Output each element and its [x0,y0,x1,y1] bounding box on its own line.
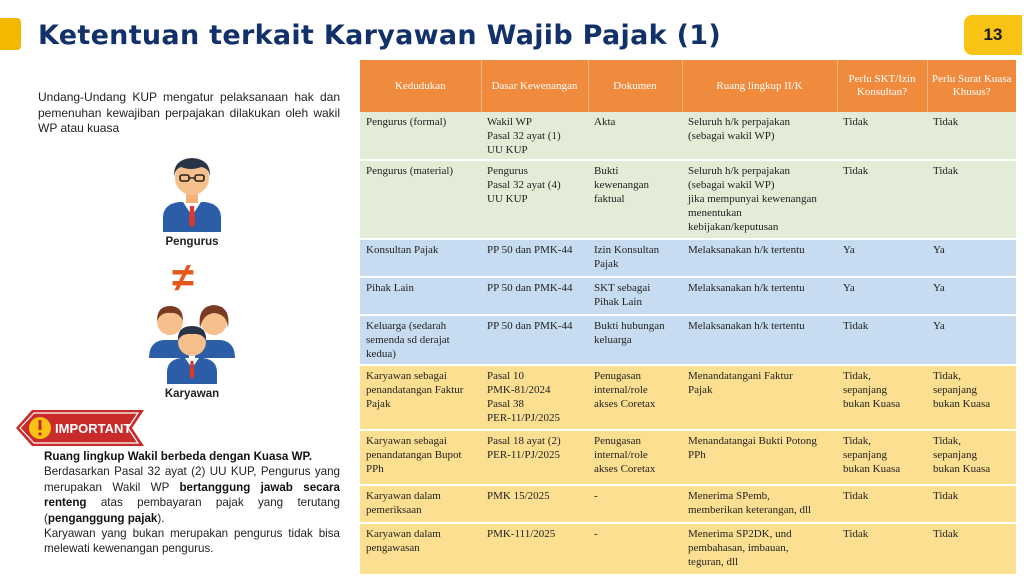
table-cell-ruang: Melaksanakan h/k tertentu [682,315,837,365]
important-badge [14,408,146,448]
table-cell-ruang: Seluruh h/k perpajakan (sebagai wakil WP) jika mempunyai kewenangan menentukan kebijakan/keputusan [682,160,837,239]
table-cell-kedudukan: Karyawan dalam pemeriksaan [360,485,481,523]
table-cell-skt: Tidak [837,160,927,239]
table-cell-kuasa: Tidak [927,112,1016,160]
table-cell-skt: Tidak [837,315,927,365]
intro-text: Undang-Undang KUP mengatur pelaksanaan hak dan pemenuhan kewajiban perpajakan dilakukan oleh wakil WP atau kuasa [38,90,340,135]
table-cell-dokumen: Penugasan internal/role akses Coretax [588,430,682,485]
table-header-row [360,60,1016,112]
page-number-badge: 13 [964,15,1022,55]
table-cell-kedudukan: Pihak Lain [360,277,481,315]
table-cell-dokumen: Penugasan internal/role akses Coretax [588,365,682,430]
table-row [360,430,1016,485]
pengurus-figure [150,150,234,248]
table-cell-dokumen: Bukti kewenangan faktual [588,160,682,239]
table-cell-kedudukan: Karyawan sebagai penandatangan Bupot PPh [360,430,481,485]
table-cell-dasar: PMK 15/2025 [481,485,588,523]
important-label: IMPORTANT [55,421,132,436]
table-row [360,485,1016,523]
table-cell-kuasa: Ya [927,315,1016,365]
column-header: Dasar Kewenangan [481,60,588,112]
table-row [360,277,1016,315]
table-cell-skt: Ya [837,277,927,315]
table-cell-dasar: Pasal 10 PMK-81/2024 Pasal 38 PER-11/PJ/2025 [481,365,588,430]
notes-heading: Ruang lingkup Wakil berbeda dengan Kuasa WP. [44,450,312,463]
column-header: Ruang lingkup II/K [682,60,837,112]
table-cell-ruang: Menandatangai Bukti Potong PPh [682,430,837,485]
karyawan-figure [146,298,238,400]
table-cell-dasar: PMK-111/2025 [481,523,588,575]
table-cell-dokumen: - [588,523,682,575]
table-cell-kuasa: Ya [927,277,1016,315]
table-row [360,315,1016,365]
table-cell-kedudukan: Konsultan Pajak [360,239,481,277]
column-header: Perlu Surat Kuasa Khusus? [927,60,1016,112]
table-cell-dokumen: SKT sebagai Pihak Lain [588,277,682,315]
notes-paragraph-karyawan: Karyawan yang bukan merupakan pengurus tidak bisa melewati kewenangan pengurus. [44,527,340,556]
table-cell-kuasa: Tidak [927,485,1016,523]
table-cell-skt: Ya [837,239,927,277]
left-accent-bar [0,18,21,50]
table-cell-skt: Tidak, sepanjang bukan Kuasa [837,365,927,430]
pengurus-label: Pengurus [165,236,219,248]
table-cell-kuasa: Tidak, sepanjang bukan Kuasa [927,365,1016,430]
ketentuan-table [360,60,1016,568]
group-of-people-icon [147,298,237,384]
table-cell-skt: Tidak [837,485,927,523]
table-cell-dokumen: Izin Konsultan Pajak [588,239,682,277]
table-row [360,523,1016,575]
table-cell-dasar: PP 50 dan PMK-44 [481,239,588,277]
column-header: Kedudukan [360,60,481,112]
table-cell-kuasa: Tidak, sepanjang bukan Kuasa [927,430,1016,485]
important-notes [44,449,340,557]
table-cell-dasar: Pengurus Pasal 32 ayat (4) UU KUP [481,160,588,239]
table-cell-kuasa: Tidak [927,523,1016,575]
table-row [360,160,1016,239]
table-cell-dasar: Wakil WP Pasal 32 ayat (1) UU KUP [481,112,588,160]
table-cell-kedudukan: Pengurus (material) [360,160,481,239]
slide-title: Ketentuan terkait Karyawan Wajib Pajak (1) [38,20,721,51]
table-cell-kedudukan: Karyawan sebagai penandatangan Faktur Pajak [360,365,481,430]
table-cell-dokumen: Akta [588,112,682,160]
column-header: Perlu SKT/Izin Konsultan? [837,60,927,112]
table-cell-skt: Tidak, sepanjang bukan Kuasa [837,430,927,485]
karyawan-label: Karyawan [164,388,220,400]
table-row [360,365,1016,430]
table-cell-ruang: Melaksanakan h/k tertentu [682,277,837,315]
table-cell-dokumen: Bukti hubungan keluarga [588,315,682,365]
table-cell-dasar: Pasal 18 ayat (2) PER-11/PJ/2025 [481,430,588,485]
not-equal-symbol: ≠ [172,256,194,300]
table-cell-ruang: Menerima SPemb, memberikan keterangan, dll [682,485,837,523]
businessman-icon [157,150,227,232]
table-cell-kuasa: Ya [927,239,1016,277]
table-cell-kedudukan: Karyawan dalam pengawasan [360,523,481,575]
table-cell-ruang: Melaksanakan h/k tertentu [682,239,837,277]
table-cell-ruang: Seluruh h/k perpajakan (sebagai wakil WP) [682,112,837,160]
notes-paragraph-renteng: Berdasarkan Pasal 32 ayat (2) UU KUP, Pengurus yang merupakan Wakil WP bertanggung jawab secara renteng atas pembayaran pajak yang terutang (penganggung pajak). [44,465,340,525]
table-cell-skt: Tidak [837,112,927,160]
table-cell-ruang: Menandatangani Faktur Pajak [682,365,837,430]
table-cell-dasar: PP 50 dan PMK-44 [481,315,588,365]
table-cell-skt: Tidak [837,523,927,575]
column-header: Dokumen [588,60,682,112]
table-cell-kedudukan: Keluarga (sedarah semenda sd derajat kedua) [360,315,481,365]
table-row [360,112,1016,160]
table-cell-kedudukan: Pengurus (formal) [360,112,481,160]
table-cell-dokumen: - [588,485,682,523]
table-row [360,239,1016,277]
table-cell-ruang: Menerima SP2DK, und pembahasan, imbauan, teguran, dll [682,523,837,575]
table-cell-dasar: PP 50 dan PMK-44 [481,277,588,315]
table-cell-kuasa: Tidak [927,160,1016,239]
